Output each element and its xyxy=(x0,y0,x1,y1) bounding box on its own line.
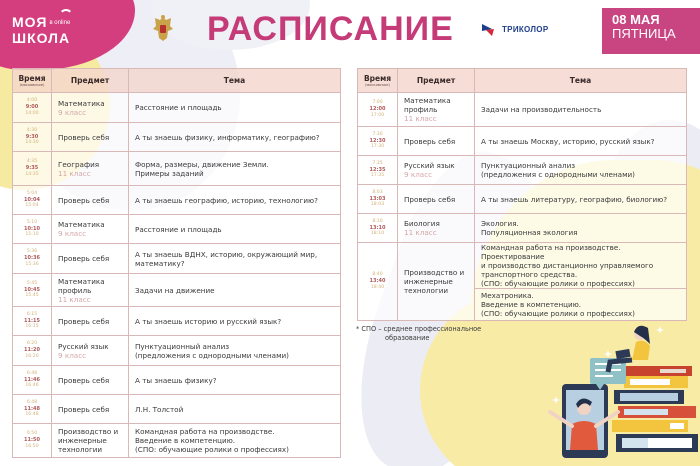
topic-line: и производство дистанционно управляемого xyxy=(481,261,654,270)
subject-name: Проверь себя xyxy=(404,136,456,146)
logo-line2: ШКОЛА xyxy=(12,29,71,46)
subject-name: Проверь себя xyxy=(58,316,110,326)
subject-cell xyxy=(398,93,475,127)
grade-label: 9 класс xyxy=(58,229,87,238)
topic-line: Мехатроника. xyxy=(481,291,534,300)
wifi-icon xyxy=(59,9,73,17)
header-time xyxy=(13,69,52,93)
time-alt: 5:36 xyxy=(26,249,38,255)
subject-name: Проверь себя xyxy=(58,404,110,414)
tricolor-logo-icon xyxy=(482,22,500,36)
topic-cell xyxy=(129,123,341,152)
topic-line: (СПО: обучающие ролики о профессиях) xyxy=(481,279,635,288)
subject-cell xyxy=(52,186,129,215)
time-msk: 10:10 xyxy=(24,225,40,232)
time-msk: 12:35 xyxy=(369,166,386,173)
time-cell xyxy=(13,424,52,458)
topic-cell xyxy=(475,127,687,156)
topic-line: А ты знаешь физику, информатику, географию? xyxy=(135,132,320,142)
table-row xyxy=(13,215,341,244)
header-time-sub: (московское) xyxy=(19,83,45,87)
time-msk: 10:04 xyxy=(24,196,40,203)
table-row xyxy=(358,93,687,127)
topic-line: Экология. xyxy=(481,219,519,228)
subject-cell xyxy=(52,215,129,244)
subject-name: Проверь себя xyxy=(58,195,110,205)
schedule-table-left xyxy=(12,68,341,458)
subject-name: География xyxy=(58,159,100,169)
time-alt: 16:15 xyxy=(25,324,39,330)
grade-label: 11 класс xyxy=(404,114,437,123)
time-cell xyxy=(13,152,52,186)
time-alt: 16:46 xyxy=(25,383,39,389)
weekday-text: ПЯТНИЦА xyxy=(612,26,676,41)
subject-name: Проверь себя xyxy=(58,132,110,142)
grade-label: 9 класс xyxy=(58,107,87,117)
time-alt: 15:45 xyxy=(25,293,39,299)
topic-line: Командная работа на производстве. Проектирование xyxy=(481,243,621,261)
topic-line: транспортного средства. xyxy=(481,270,578,279)
time-cell xyxy=(13,336,52,366)
time-alt: 15:04 xyxy=(25,203,39,209)
table-row xyxy=(358,214,687,243)
topic-line: (СПО: обучающие ролики о профессиях) xyxy=(481,309,635,318)
topic-line: А ты знаешь ВДНХ, историю, окружающий мир, xyxy=(135,249,318,259)
subject-cell xyxy=(52,274,129,307)
time-msk: 9:35 xyxy=(25,165,39,172)
topic-line: Форма, размеры, движение Земли. xyxy=(135,159,269,169)
students-books-illustration xyxy=(520,320,700,466)
topic-cell xyxy=(129,336,341,366)
subject-cell xyxy=(52,336,129,366)
subject-cell xyxy=(52,366,129,395)
topic-cell xyxy=(475,214,687,243)
time-alt: 14:30 xyxy=(25,140,39,146)
time-alt: 4:00 xyxy=(26,98,38,104)
time-msk: 12:00 xyxy=(369,106,386,113)
footnote-line1: * СПО – среднее профессиональное xyxy=(356,325,482,333)
time-cell xyxy=(13,123,52,152)
subject-cell xyxy=(398,214,475,243)
time-cell xyxy=(13,274,52,307)
time-cell xyxy=(13,307,52,336)
topic-cell xyxy=(129,152,341,186)
time-alt: 8:03 xyxy=(372,189,383,195)
subject-name: Биология xyxy=(404,219,440,228)
time-cell xyxy=(358,156,398,185)
time-alt: 7:00 xyxy=(372,100,383,106)
time-alt: 14:35 xyxy=(25,171,39,177)
topic-cell xyxy=(475,156,687,185)
date-badge xyxy=(602,8,700,54)
time-msk: 10:36 xyxy=(24,255,40,262)
table-row xyxy=(13,307,341,336)
time-alt: 18:40 xyxy=(370,284,385,290)
table-row xyxy=(13,123,341,152)
time-msk: 12:30 xyxy=(369,137,386,144)
subject-cell xyxy=(52,424,129,458)
topic-cell xyxy=(475,243,687,289)
topic-line: математику? xyxy=(135,258,185,268)
topic-cell xyxy=(475,93,687,127)
time-msk: 13:03 xyxy=(369,195,386,202)
topic-cell xyxy=(129,215,341,244)
topic-cell xyxy=(475,185,687,214)
topic-cell xyxy=(129,307,341,336)
time-alt: 6:15 xyxy=(26,311,38,317)
time-msk: 11:20 xyxy=(24,347,40,354)
topic-line: А ты знаешь географию, историю, технологию? xyxy=(135,195,318,205)
topic-cell xyxy=(129,395,341,424)
time-alt: 8:40 xyxy=(372,272,383,278)
topic-line: Примеры заданий xyxy=(135,168,204,178)
subject-name: Математика профиль xyxy=(404,96,451,114)
subject-cell xyxy=(398,156,475,185)
time-alt: 6:20 xyxy=(26,341,38,347)
tricolor-logo xyxy=(482,22,548,36)
subject-name: Русский язык xyxy=(404,161,455,170)
table-header-row xyxy=(358,69,687,93)
table-row xyxy=(358,243,687,289)
subject-cell xyxy=(52,244,129,274)
topic-cell xyxy=(129,186,341,215)
grade-label: 11 класс xyxy=(58,294,91,304)
topic-line: Расстояние и площадь xyxy=(135,103,222,112)
time-alt: 15:10 xyxy=(25,232,39,238)
time-alt: 17:35 xyxy=(370,173,385,179)
time-alt: 18:03 xyxy=(370,202,385,208)
topic-line: Пунктуационный анализ xyxy=(135,341,230,351)
topic-line: А ты знаешь историю и русский язык? xyxy=(135,316,282,326)
time-msk: 11:48 xyxy=(24,405,40,412)
table-row xyxy=(13,186,341,215)
time-cell xyxy=(13,93,52,123)
subject-name: Математика xyxy=(58,220,105,229)
logo-online: в online xyxy=(49,19,71,26)
subject-name: Производство и инженерные технологии xyxy=(58,427,119,454)
grade-label: 11 класс xyxy=(404,228,437,237)
topic-line: А ты знаешь литературу, географию, биологию? xyxy=(481,194,668,204)
header-topic: Тема xyxy=(129,69,341,93)
subject-cell xyxy=(398,243,475,321)
time-msk: 13:40 xyxy=(369,278,386,285)
moya-shkola-logo xyxy=(12,15,70,46)
subject-name: Русский язык xyxy=(58,341,109,351)
time-alt: 4:35 xyxy=(26,159,38,165)
subject-name: Математика xyxy=(58,98,105,108)
time-alt: 17:00 xyxy=(370,112,385,118)
subject-cell xyxy=(398,185,475,214)
time-msk: 9:00 xyxy=(25,104,39,111)
topic-line: Пунктуационный анализ xyxy=(481,161,576,170)
topic-cell xyxy=(129,424,341,458)
table-header-row xyxy=(13,69,341,93)
subject-name: Производство и инженерные технологии xyxy=(404,268,465,295)
time-msk: 13:10 xyxy=(369,224,386,231)
table-row xyxy=(13,424,341,458)
time-alt: 6:50 xyxy=(26,431,38,437)
time-alt: 5:10 xyxy=(26,219,38,225)
subject-name: Проверь себя xyxy=(404,194,456,204)
header-time-label: Время xyxy=(18,74,46,83)
time-cell xyxy=(13,366,52,395)
time-cell xyxy=(358,243,398,321)
time-alt: 15:36 xyxy=(25,261,39,267)
subject-cell xyxy=(398,127,475,156)
table-row xyxy=(358,156,687,185)
topic-line: Введение в компетенцию. xyxy=(135,436,236,445)
header-subject: Предмет xyxy=(398,69,475,93)
date-text: 08 МАЯ xyxy=(612,12,660,27)
topic-line: (предложения с однородными членами) xyxy=(481,170,635,179)
time-msk: 11:15 xyxy=(24,317,40,324)
topic-line: (предложения с однородными членами) xyxy=(135,350,289,360)
subject-name: Проверь себя xyxy=(58,375,110,385)
table-row xyxy=(358,185,687,214)
grade-label: 11 класс xyxy=(58,168,91,178)
topic-cell xyxy=(475,289,687,321)
time-msk: 11:46 xyxy=(24,376,40,383)
table-row xyxy=(13,274,341,307)
time-alt: 17:30 xyxy=(370,144,385,150)
subject-cell xyxy=(52,152,129,186)
topic-line: Л.Н. Толстой xyxy=(135,404,184,414)
topic-cell xyxy=(129,244,341,274)
partner-name: ТРИКОЛОР xyxy=(502,24,549,34)
subject-cell xyxy=(52,307,129,336)
topic-line: Задачи на движение xyxy=(135,285,215,295)
time-cell xyxy=(358,185,398,214)
time-msk: 10:45 xyxy=(24,286,40,293)
schedule-table-right xyxy=(357,68,687,321)
time-alt: 7:35 xyxy=(372,160,383,166)
time-msk: 9:30 xyxy=(25,133,39,140)
subject-name: Математика профиль xyxy=(58,276,105,295)
time-msk: 11:50 xyxy=(24,437,40,444)
time-alt: 4:30 xyxy=(26,127,38,133)
topic-line: Командная работа на производстве. xyxy=(135,427,275,436)
subject-cell xyxy=(52,93,129,123)
topic-cell xyxy=(129,274,341,307)
subject-cell xyxy=(52,123,129,152)
header-topic: Тема xyxy=(475,69,687,93)
time-alt: 8:10 xyxy=(372,218,383,224)
table-row xyxy=(13,395,341,424)
topic-line: Введение в компетенцию. xyxy=(481,300,582,309)
subject-name: Проверь себя xyxy=(58,254,110,263)
header-time-sub: (московское) xyxy=(365,83,390,87)
time-alt: 16:50 xyxy=(25,443,39,449)
time-cell xyxy=(358,214,398,243)
footnote xyxy=(356,325,481,343)
time-alt: 6:48 xyxy=(26,399,38,405)
time-alt: 7:30 xyxy=(372,131,383,137)
time-cell xyxy=(13,215,52,244)
time-cell xyxy=(13,395,52,424)
table-row xyxy=(13,366,341,395)
topic-line: Задачи на производительность xyxy=(481,105,602,114)
topic-line: А ты знаешь физику? xyxy=(135,375,217,385)
table-row xyxy=(13,93,341,123)
table-row xyxy=(13,152,341,186)
time-alt: 16:20 xyxy=(25,353,39,359)
coat-of-arms-icon xyxy=(152,14,174,44)
grade-label: 9 класс xyxy=(404,170,433,179)
topic-line: (СПО: обучающие ролики о профессиях) xyxy=(135,445,289,454)
grade-label: 9 класс xyxy=(58,350,87,360)
time-alt: 5:45 xyxy=(26,280,38,286)
time-alt: 18:10 xyxy=(370,231,385,237)
time-cell xyxy=(358,127,398,156)
footnote-line2: образование xyxy=(385,334,430,342)
subject-cell xyxy=(52,395,129,424)
header-subject: Предмет xyxy=(52,69,129,93)
logo-line1: МОЯ xyxy=(12,14,48,30)
table-row xyxy=(13,336,341,366)
topic-cell xyxy=(129,93,341,123)
time-cell xyxy=(358,93,398,127)
header-time-label: Время xyxy=(363,74,392,83)
table-row xyxy=(13,244,341,274)
topic-line: А ты знаешь Москву, историю, русский язык? xyxy=(481,136,655,146)
time-alt: 14:00 xyxy=(25,110,39,116)
table-row xyxy=(358,127,687,156)
topic-cell xyxy=(129,366,341,395)
time-alt: 6:46 xyxy=(26,370,38,376)
time-cell xyxy=(13,186,52,215)
header-time xyxy=(358,69,398,93)
time-alt: 5:04 xyxy=(26,190,38,196)
time-cell xyxy=(13,244,52,274)
page-title: РАСПИСАНИЕ xyxy=(207,10,454,48)
topic-line: Расстояние и площадь xyxy=(135,224,222,234)
topic-line: Популяционная экология xyxy=(481,228,578,237)
time-alt: 16:48 xyxy=(25,412,39,418)
